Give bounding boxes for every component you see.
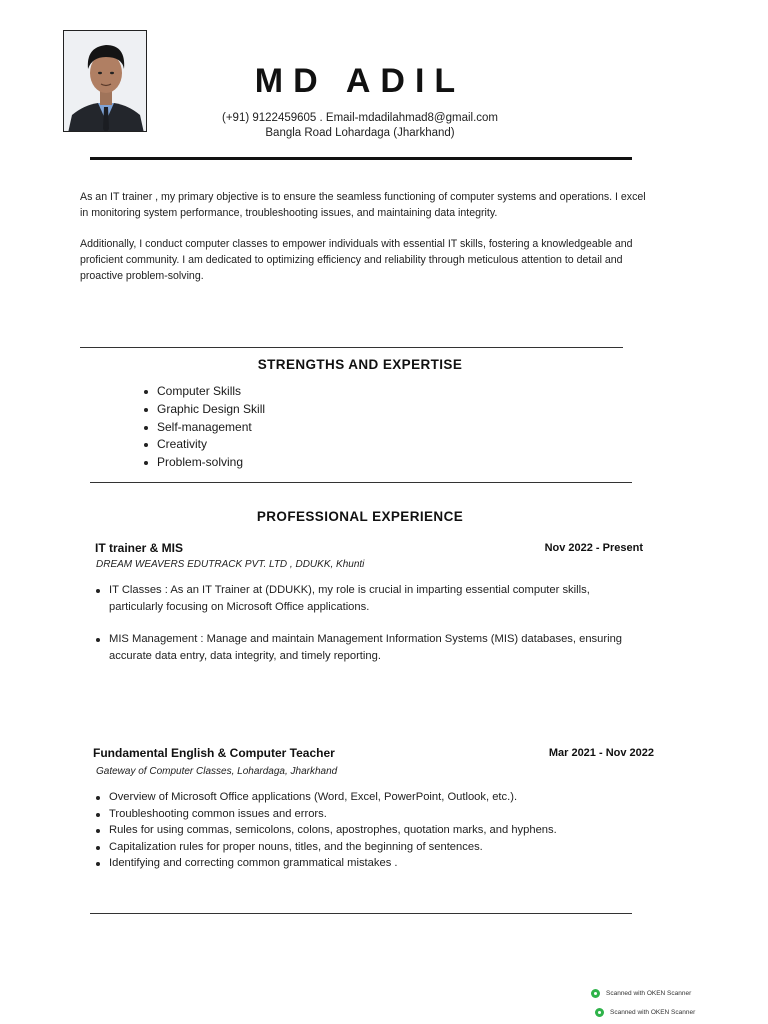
list-item: Graphic Design Skill (140, 401, 265, 419)
job-company: DREAM WEAVERS EDUTRACK PVT. LTD , DDUKK, Khunti (96, 559, 365, 570)
job-title: IT trainer & MIS (95, 541, 184, 555)
list-item: IT Classes : As an IT Trainer at (DDUKK), my role is crucial in imparting essential computer skills, particularly focusing on Microsoft Office applications. (92, 582, 632, 615)
list-item: MIS Management : Manage and maintain Management Information Systems (MIS) databases, ensuring accurate data entry, data integrity, and timely reporting. (92, 631, 632, 664)
section-divider (80, 347, 623, 348)
job-bullets (92, 582, 632, 680)
list-item: Troubleshooting common issues and errors. (92, 806, 652, 823)
job-title: Fundamental English & Computer Teacher (93, 746, 335, 760)
list-item: Capitalization rules for proper nouns, titles, and the beginning of sentences. (92, 839, 652, 856)
section-divider (90, 913, 632, 914)
address: Bangla Road Lohardaga (Jharkhand) (265, 127, 455, 139)
list-item: Computer Skills (140, 383, 265, 401)
strengths-list (140, 383, 265, 472)
scanner-watermark (595, 1008, 695, 1017)
job-dates: Mar 2021 - Nov 2022 (548, 747, 654, 759)
job-company: Gateway of Computer Classes, Lohardaga, Jharkhand (96, 766, 338, 777)
header-divider (90, 157, 632, 160)
experience-title: PROFESSIONAL EXPERIENCE (256, 509, 464, 524)
summary-paragraph-2: Additionally, I conduct computer classes to empower individuals with essential IT skills, fostering a knowledgeable and proficient community. I am dedicated to optimizing efficiency and reliability through meticulous attention to detail and proactive problem-solving. (80, 238, 633, 282)
strengths-title: STRENGTHS AND EXPERTISE (257, 357, 463, 372)
list-item: Problem-solving (140, 454, 265, 472)
list-item: Self-management (140, 419, 265, 437)
scanner-logo-icon (591, 989, 600, 998)
list-item: Overview of Microsoft Office applications (Word, Excel, PowerPoint, Outlook, etc.). (92, 789, 652, 806)
candidate-name: MD ADIL (254, 62, 466, 100)
list-item: Identifying and correcting common grammatical mistakes . (92, 855, 652, 872)
job-dates: Nov 2022 - Present (544, 542, 643, 554)
list-item: Creativity (140, 436, 265, 454)
profile-photo (63, 30, 147, 132)
scanner-text: Scanned with OKEN Scanner (606, 990, 692, 997)
summary-paragraph-1: As an IT trainer , my primary objective is to ensure the seamless functioning of computer systems and operations. I excel in monitoring system performance, troubleshooting issues, and maintaining data integrity. (80, 191, 646, 219)
section-divider (90, 482, 632, 483)
list-item: Rules for using commas, semicolons, colons, apostrophes, quotation marks, and hyphens. (92, 822, 652, 839)
job-bullets (92, 789, 652, 872)
contact-info (150, 111, 570, 141)
person-portrait-icon (64, 31, 147, 132)
phone-email: (+91) 9122459605 . Email-mdadilahmad8@gmail.com (222, 112, 498, 124)
scanner-watermark (591, 989, 691, 998)
scanner-text: Scanned with OKEN Scanner (610, 1009, 696, 1016)
scanner-logo-icon (595, 1008, 604, 1017)
